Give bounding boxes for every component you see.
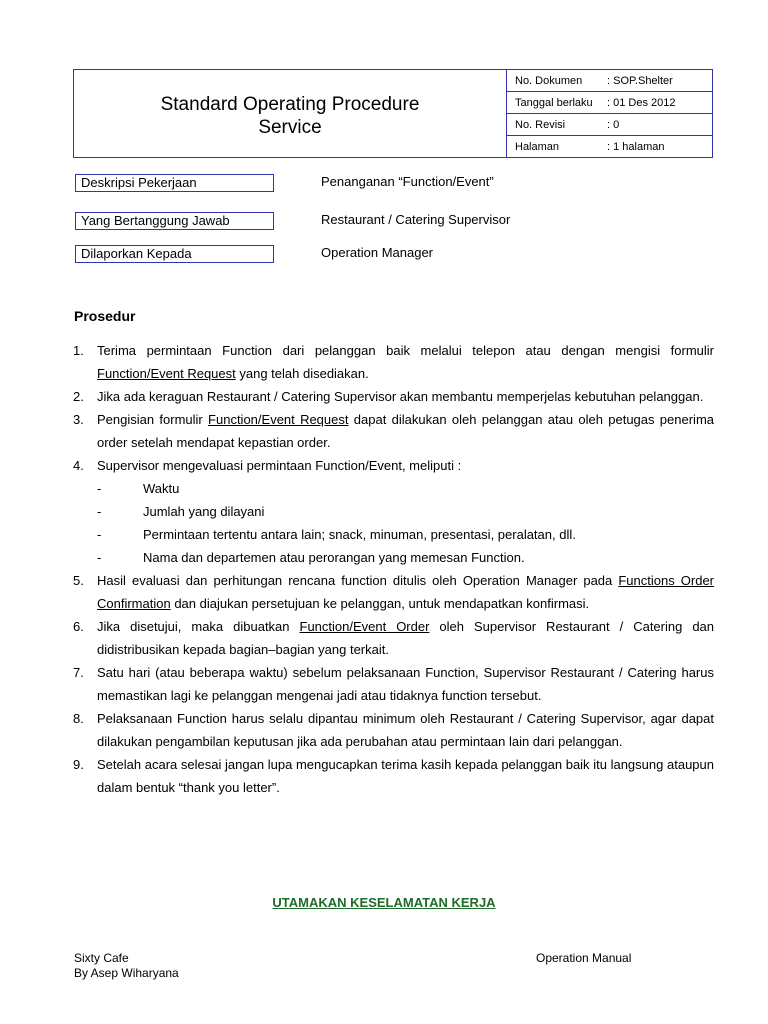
info-label: Deskripsi Pekerjaan [75, 174, 274, 192]
procedure-step [73, 385, 714, 408]
meta-label: Halaman [515, 140, 560, 153]
sub-item [73, 477, 714, 500]
info-value: Penanganan “Function/Event” [321, 174, 494, 189]
sub-item [73, 546, 714, 569]
meta-row-revision [507, 114, 712, 136]
meta-value: : SOP.Shelter [607, 74, 673, 87]
sub-item-text: Waktu [143, 481, 180, 496]
sub-item [73, 500, 714, 523]
footer-company: Sixty Cafe [74, 951, 129, 965]
meta-label: No. Revisi [515, 118, 566, 131]
step-text: Jika ada keraguan Restaurant / Catering Supervisor akan membantu memperjelas kebutuhan pelanggan. [97, 389, 704, 404]
meta-row-doc-number [507, 70, 712, 92]
form-name: Function/Event Order [299, 619, 430, 634]
meta-row-pages [507, 136, 712, 157]
sub-item-dash: - [97, 550, 102, 565]
step-number: 7. [73, 665, 84, 680]
footer-left [74, 951, 179, 981]
safety-motto: UTAMAKAN KESELAMATAN KERJA [272, 895, 496, 910]
sub-item-text: Nama dan departemen atau perorangan yang memesan Function. [143, 550, 525, 565]
form-name: Functions Order Confirmation [97, 573, 715, 611]
section-title: Prosedur [74, 308, 136, 324]
procedure-step [73, 661, 714, 707]
sub-item-dash: - [97, 527, 102, 542]
meta-value: : 0 [607, 118, 620, 131]
info-label: Dilaporkan Kepada [75, 245, 274, 263]
procedure-step [73, 569, 714, 615]
info-value: Restaurant / Catering Supervisor [321, 212, 511, 227]
sub-item-text: Jumlah yang dilayani [143, 504, 265, 519]
info-label: Yang Bertanggung Jawab [75, 212, 274, 230]
procedure-step [73, 615, 714, 661]
step-number: 2. [73, 389, 84, 404]
footer-author: By Asep Wiharyana [74, 966, 179, 980]
step-text: Terima permintaan Function dari pelanggan baik melalui telepon atau dengan mengisi formulir Function/Event Request yang telah disediakan. [97, 343, 714, 381]
meta-label: Tanggal berlaku [515, 96, 593, 109]
procedure-list [73, 339, 714, 799]
step-text: Hasil evaluasi dan perhitungan rencana function ditulis oleh Operation Manager pada Functions Order Confirmation dan diajukan persetujuan ke pelanggan, untuk mendapatkan konfirmasi. [97, 573, 715, 611]
document-title [74, 70, 507, 157]
step-number: 5. [73, 573, 84, 588]
title-line-1: Standard Operating Procedure [160, 93, 420, 115]
step-text: Satu hari (atau beberapa waktu) sebelum pelaksanaan Function, Supervisor Restaurant / Catering harus memastikan lagi ke pelanggan mengenai jadi atau tidaknya function tersebut. [97, 665, 714, 703]
meta-value: : 1 halaman [607, 140, 665, 153]
document-header [73, 69, 713, 158]
footer-right: Operation Manual [536, 951, 632, 965]
procedure-step [73, 339, 714, 385]
procedure-step [73, 408, 714, 454]
procedure-step [73, 454, 714, 477]
procedure-step [73, 707, 714, 753]
step-number: 3. [73, 412, 84, 427]
form-name: Function/Event Request [97, 366, 236, 381]
step-text: Pengisian formulir Function/Event Request dapat dilakukan oleh pelanggan atau oleh petugas penerima order setelah mendapat kepastian order. [97, 412, 715, 450]
meta-label: No. Dokumen [515, 74, 583, 87]
meta-value: : 01 Des 2012 [607, 96, 676, 109]
step-text: Setelah acara selesai jangan lupa mengucapkan terima kasih kepada pelanggan baik itu langsung ataupun dalam bentuk “thank you letter”. [97, 757, 714, 795]
procedure-step [73, 753, 714, 799]
title-line-2: Service [258, 116, 322, 138]
step-text: Pelaksanaan Function harus selalu dipantau minimum oleh Restaurant / Catering Supervisor, agar dapat dilakukan pengambilan keputusan jika ada perubahan atau permintaan lain dari pelanggan. [97, 711, 714, 749]
step-number: 6. [73, 619, 84, 634]
meta-row-effective-date [507, 92, 712, 114]
step-text: Jika disetujui, maka dibuatkan Function/Event Order oleh Supervisor Restaurant / Catering dan didistribusikan kepada bagian–bagian yang terkait. [97, 619, 715, 657]
sub-item-text: Permintaan tertentu antara lain; snack, minuman, presentasi, peralatan, dll. [143, 527, 576, 542]
document-meta [507, 70, 712, 157]
sub-item-dash: - [97, 504, 102, 519]
step-text: Supervisor mengevaluasi permintaan Function/Event, meliputi : [97, 458, 462, 473]
sub-item [73, 523, 714, 546]
info-value: Operation Manager [321, 245, 434, 260]
step-number: 4. [73, 458, 84, 473]
step-number: 8. [73, 711, 84, 726]
sub-item-dash: - [97, 481, 102, 496]
step-number: 9. [73, 757, 84, 772]
form-name: Function/Event Request [208, 412, 349, 427]
step-number: 1. [73, 343, 84, 358]
